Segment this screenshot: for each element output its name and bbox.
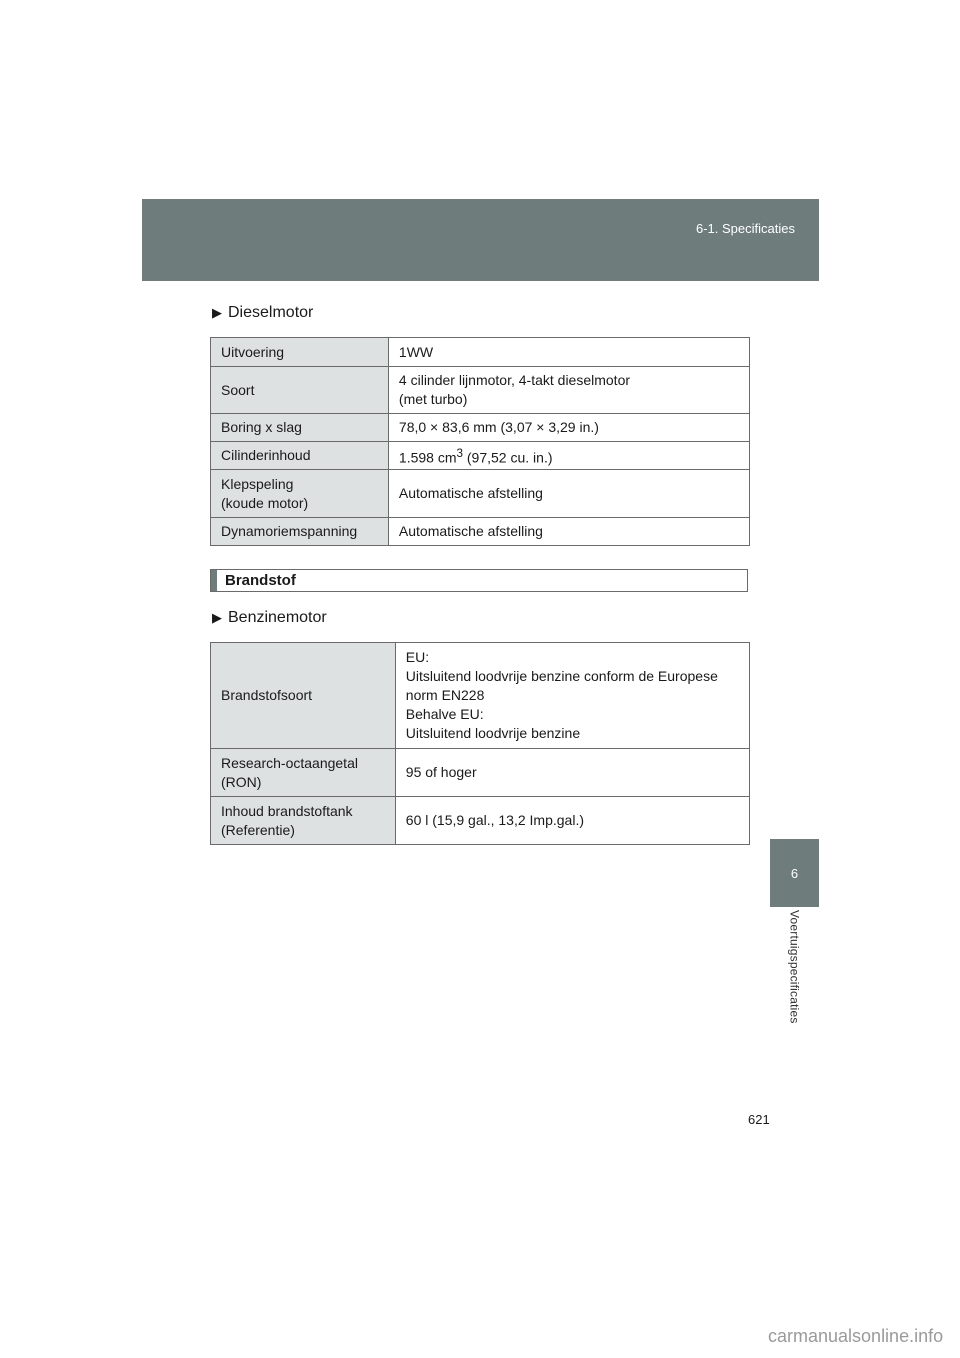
spec-label: Dynamoriemspanning <box>211 518 389 546</box>
spec-label: Cilinderinhoud <box>211 442 389 470</box>
triangle-bullet-icon: ▶ <box>212 305 222 320</box>
table-row <box>211 518 750 546</box>
chapter-label-text: Voertuigspecificaties <box>787 910 802 1024</box>
table-row <box>211 470 750 518</box>
spec-value-line: EU: <box>405 649 430 665</box>
diesel-spec-table <box>210 337 750 546</box>
spec-label <box>211 470 389 518</box>
spec-value: Automatische afstelling <box>388 470 749 518</box>
brandstof-section-header <box>210 569 748 592</box>
diesel-heading <box>212 304 313 322</box>
table-row <box>211 367 750 414</box>
benzine-heading-text: Benzinemotor <box>228 609 327 626</box>
spec-label: Soort <box>211 367 389 414</box>
spec-value: 78,0 × 83,6 mm (3,07 × 3,29 in.) <box>388 414 749 442</box>
benzine-spec-table <box>210 642 750 845</box>
spec-label-line: Klepspeling <box>221 475 294 492</box>
table-row <box>211 797 750 845</box>
spec-value-line: 4 cilinder lijnmotor, 4-takt dieselmotor <box>398 372 631 388</box>
superscript: 3 <box>456 446 463 460</box>
section-accent-bar <box>211 570 217 591</box>
header-bar <box>142 199 819 281</box>
chapter-number: 6 <box>790 865 799 881</box>
table-row <box>211 414 750 442</box>
spec-label-line: (Referentie) <box>221 821 295 838</box>
spec-value <box>388 442 749 470</box>
spec-value-line: Uitsluitend loodvrije benzine <box>405 725 581 741</box>
spec-value-line: Uitsluitend loodvrije benzine conform de Europese <box>405 668 718 684</box>
table-row <box>211 749 750 797</box>
spec-label <box>211 797 396 845</box>
spec-value: Automatische afstelling <box>388 518 749 546</box>
spec-label: Uitvoering <box>211 338 389 367</box>
brandstof-title: Brandstof <box>225 572 296 589</box>
spec-label-line: (koude motor) <box>221 494 309 511</box>
spec-value <box>395 643 749 749</box>
section-title: 6-1. Specificaties <box>696 221 795 236</box>
spec-value: 1WW <box>388 338 749 367</box>
spec-label: Brandstofsoort <box>211 643 396 749</box>
benzine-heading <box>212 609 327 627</box>
spec-label-line: (RON) <box>221 773 262 790</box>
chapter-tab[interactable] <box>770 839 819 907</box>
spec-value-part: 1.598 cm <box>398 449 457 466</box>
table-row <box>211 442 750 470</box>
spec-value: 60 l (15,9 gal., 13,2 Imp.gal.) <box>395 797 749 845</box>
spec-value <box>388 367 749 414</box>
spec-label: Boring x slag <box>211 414 389 442</box>
diesel-heading-text: Dieselmotor <box>228 304 314 321</box>
spec-value-part: (97,52 cu. in.) <box>463 449 553 466</box>
spec-value-line: Behalve EU: <box>405 706 484 722</box>
watermark: carmanualsonline.info <box>768 1326 944 1346</box>
spec-value: 95 of hoger <box>395 749 749 797</box>
spec-value-line: norm EN228 <box>405 687 485 703</box>
page-number: 621 <box>748 1112 770 1127</box>
table-row <box>211 338 750 367</box>
spec-label <box>211 749 396 797</box>
spec-value-line: (met turbo) <box>398 391 468 407</box>
spec-label-line: Research-octaangetal <box>221 754 358 771</box>
table-row <box>211 643 750 749</box>
triangle-bullet-icon: ▶ <box>212 610 222 625</box>
spec-label-line: Inhoud brandstoftank <box>221 802 353 819</box>
chapter-label <box>770 910 819 1070</box>
